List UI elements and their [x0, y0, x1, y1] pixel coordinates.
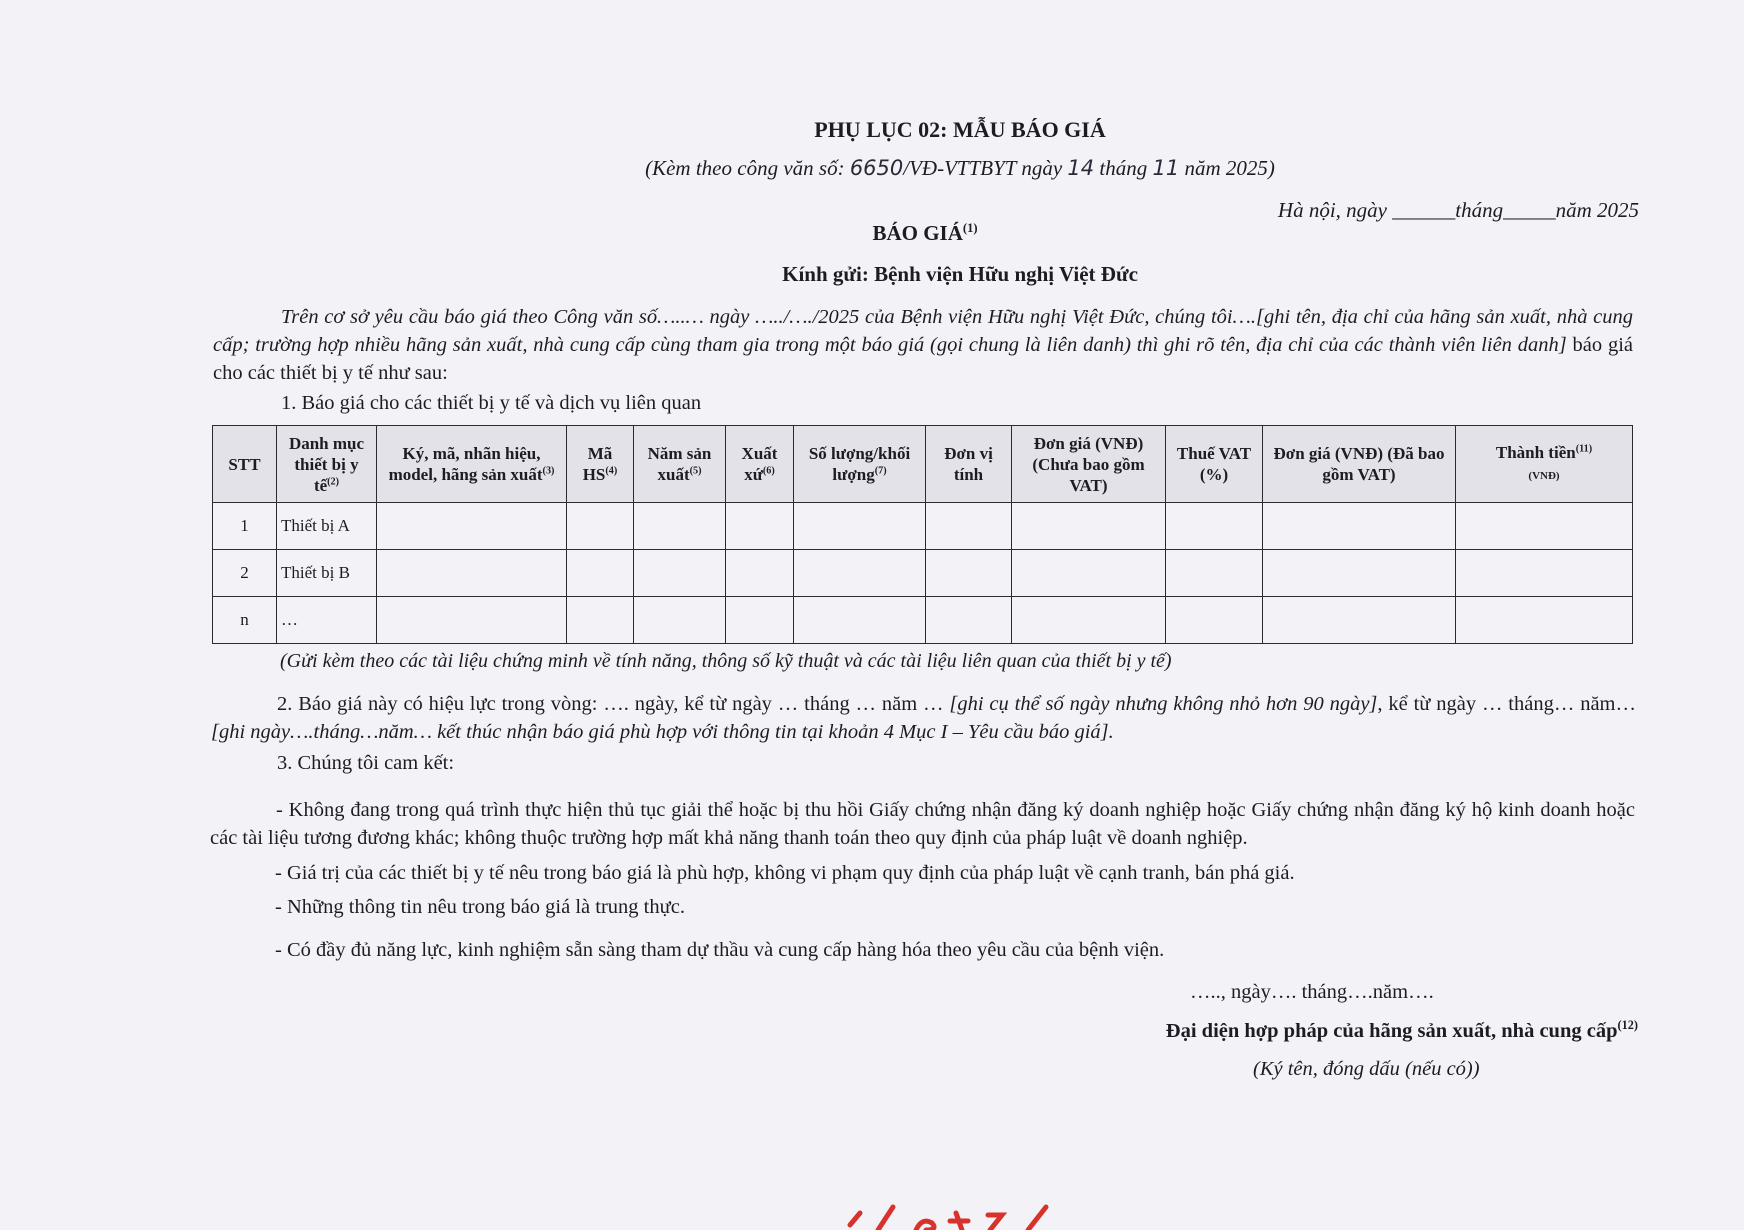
signer-title: [1166, 1020, 1638, 1043]
col-header-hs-code: Mã HS$^{(4)}$: [567, 426, 634, 503]
col-header-total-unit: (VNĐ): [1528, 469, 1560, 482]
recipient: Kính gửi: Bệnh viện Hữu nghị Việt Đức: [782, 262, 1138, 286]
table-row: [213, 550, 1633, 597]
dispatch-reference: [0, 156, 1744, 181]
cell-item: …: [277, 597, 377, 644]
dispatch-day: 14: [1067, 156, 1095, 180]
dispatch-code: /VĐ-VTTBYT ngày: [903, 156, 1068, 180]
col-header-unit: Đơn vị tính: [926, 426, 1012, 503]
table-row: [213, 503, 1633, 550]
commitment-4: - Có đầy đủ năng lực, kinh nghiệm sẵn sàng tham dự thầu và cung cấp hàng hóa theo yêu cầu của bệnh viện.: [275, 939, 1165, 961]
commitment-1: - Không đang trong quá trình thực hiện thủ tục giải thể hoặc bị thu hồi Giấy chứng nhận đăng ký doanh nghiệp hoặc Giấy chứng nhận đăng ký hộ kinh doanh hoặc các tài liệu tương đương khác; không thuộc trường hợp mất khả năng thanh toán theo quy định của pháp luật về doanh nghiệp.: [210, 799, 1635, 849]
dispatch-month: 11: [1152, 156, 1180, 180]
section-2-text-a: 2. Báo giá này có hiệu lực trong vòng: …. ngày, kể từ ngày … tháng … năm …: [277, 693, 950, 715]
intro-italic: Trên cơ sở yêu cầu báo giá theo Công văn số…..… ngày …../…./2025 của Bệnh viện Hữu nghị Việt Đức, chúng tôi….[ghi tên, địa chỉ của hãng sản xuất, nhà cung cấp; trường hợp nhiều hãng sản xuất, nhà cung cấp cùng tham gia trong một báo giá (gọi chung là liên danh) thì ghi rõ tên, địa chỉ của các thành viên liên danh]: [213, 306, 1633, 356]
appendix-title: PHỤ LỤC 02: MẪU BÁO GIÁ: [814, 117, 1106, 142]
col-header-model-brand: Ký, mã, nhãn hiệu, model, hãng sản xuất$^{(3)}$: [377, 426, 567, 503]
section-2-italic-b: [ghi ngày….tháng…năm… kết thúc nhận báo giá phù hợp với thông tin tại khoản 4 Mục I – Yêu cầu báo giá].: [211, 721, 1114, 743]
col-header-stt: STT: [213, 426, 277, 503]
place-date: Hà nội, ngày ______tháng_____năm 2025: [1277, 198, 1639, 222]
dispatch-month-label: tháng: [1094, 156, 1153, 180]
signer-note: (Ký tên, đóng dấu (nếu có)): [1253, 1058, 1480, 1080]
signer-title-footnote: (12): [1617, 1018, 1638, 1033]
dispatch-number: 6650: [849, 156, 904, 180]
cell-item: Thiết bị A: [277, 503, 377, 550]
section-3-heading: 3. Chúng tôi cam kết:: [277, 752, 455, 774]
cell-stt: 2: [213, 550, 277, 597]
quote-title-footnote: (1): [962, 221, 978, 235]
col-header-vat: Thuế VAT (%): [1166, 426, 1263, 503]
intro-plain: báo giá cho các thiết bị y tế như sau:: [213, 334, 1633, 384]
col-header-quantity: Số lượng/khối lượng$^{(7)}$: [794, 426, 926, 503]
intro-paragraph: [213, 303, 1633, 387]
col-header-total: Thành tiền$^{(11)}$ (VNĐ): [1456, 426, 1633, 503]
red-stamp-fragment-icon: [838, 1185, 1068, 1230]
cell-stt: n: [213, 597, 277, 644]
commitment-3: - Những thông tin nêu trong báo giá là trung thực.: [275, 896, 685, 918]
section-2-italic-a: [ghi cụ thể số ngày nhưng không nhỏ hơn 90 ngày]: [949, 693, 1378, 715]
section-2-paragraph: [211, 690, 1636, 746]
col-header-price-excl-vat: Đơn giá (VNĐ) (Chưa bao gồm VAT): [1012, 426, 1166, 503]
table-note: (Gửi kèm theo các tài liệu chứng minh về tính năng, thông số kỹ thuật và các tài liệu liên quan của thiết bị y tế): [280, 650, 1172, 672]
col-header-price-incl-vat: Đơn giá (VNĐ) (Đã bao gồm VAT): [1263, 426, 1456, 503]
quote-table: [212, 425, 1633, 644]
col-header-origin: Xuất xứ$^{(6)}$: [726, 426, 794, 503]
cell-item: Thiết bị B: [277, 550, 377, 597]
dispatch-prefix: (Kèm theo công văn số:: [645, 156, 850, 180]
signer-title-text: Đại diện hợp pháp của hãng sản xuất, nhà cung cấp: [1165, 1020, 1618, 1042]
quote-title: [0, 221, 1744, 246]
dispatch-suffix: năm 2025): [1179, 156, 1275, 180]
section-1-heading: 1. Báo giá cho các thiết bị y tế và dịch vụ liên quan: [281, 392, 702, 414]
section-2-text-b: , kể từ ngày … tháng… năm…: [1377, 693, 1637, 715]
table-row: [213, 597, 1633, 644]
col-header-year: Năm sản xuất$^{(5)}$: [634, 426, 726, 503]
table-header-row: [213, 426, 1633, 503]
quote-title-text: BÁO GIÁ: [872, 221, 963, 245]
cell-stt: 1: [213, 503, 277, 550]
col-header-device-list: Danh mục thiết bị y tế$^{(2)}$: [277, 426, 377, 503]
closing-date: ….., ngày…. tháng….năm….: [1190, 981, 1434, 1003]
commitment-2: - Giá trị của các thiết bị y tế nêu trong báo giá là phù hợp, không vi phạm quy định của pháp luật về cạnh tranh, bán phá giá.: [275, 862, 1295, 884]
